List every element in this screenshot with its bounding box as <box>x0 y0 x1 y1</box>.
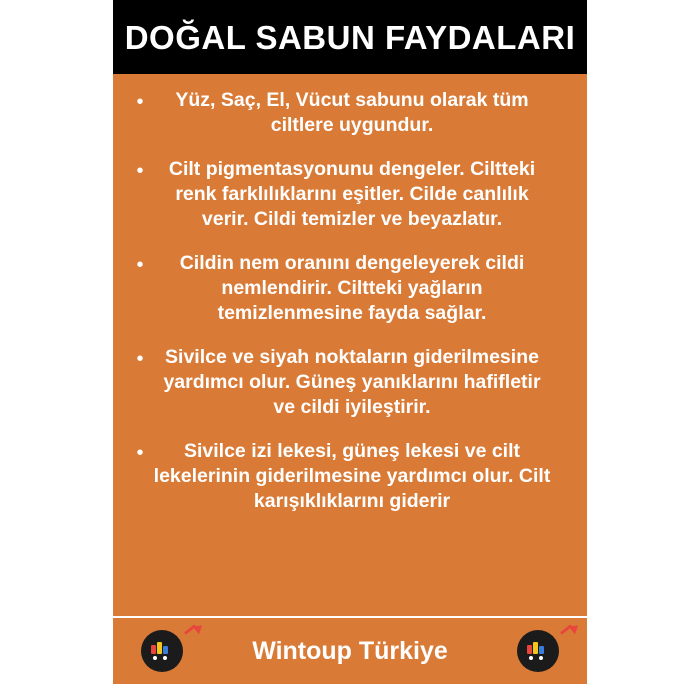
benefit-text: Yüz, Saç, El, Vücut sabunu olarak tüm ciltlere uygundur. <box>175 89 529 136</box>
logo-circle <box>517 630 559 672</box>
cart-glyph <box>526 642 550 660</box>
brand-name: Wintoup Türkiye <box>252 636 448 665</box>
benefits-list <box>113 74 587 616</box>
shopping-cart-logo-icon <box>517 630 559 672</box>
arrow-head <box>193 622 205 635</box>
bullet-icon: • <box>136 254 144 276</box>
cart-glyph <box>150 642 174 660</box>
shopping-cart-logo-icon <box>141 630 183 672</box>
poster-footer <box>113 616 587 684</box>
cart-wheel <box>539 656 543 660</box>
arrow-head <box>569 622 581 635</box>
benefit-text: Cilt pigmentasyonunu dengeler. Ciltteki renk farklılıklarını eşitler. Cilde canlılık verir. Cildi temizler ve beyazlatır. <box>168 158 536 230</box>
page-title: DOĞAL SABUN FAYDALARI <box>124 18 576 56</box>
logo-bar-red <box>151 645 156 654</box>
bullet-icon: • <box>136 160 144 182</box>
logo-circle <box>141 630 183 672</box>
bullet-icon: • <box>136 91 144 113</box>
logo-bar-red <box>527 645 532 654</box>
poster-title-bar <box>113 0 587 74</box>
logo-bar-blue <box>539 646 544 654</box>
list-item <box>129 345 571 420</box>
benefit-text: Cildin nem oranını dengeleyerek cildi nemlendirir. Ciltteki yağların temizlenmesine fayda sağlar. <box>179 252 525 324</box>
cart-wheel <box>529 656 533 660</box>
list-item <box>129 88 571 138</box>
cart-wheel <box>153 656 157 660</box>
benefit-text: Sivilce izi lekesi, güneş lekesi ve cilt lekelerinin giderilmesine yardımcı olur. Cilt karışıklıklarını giderir <box>153 440 551 512</box>
list-item <box>129 157 571 232</box>
logo-bar-blue <box>163 646 168 654</box>
logo-bar-yellow <box>157 642 162 654</box>
bullet-icon: • <box>136 348 144 370</box>
list-item <box>129 251 571 326</box>
product-info-poster <box>113 0 587 684</box>
bullet-icon: • <box>136 442 144 464</box>
benefit-text: Sivilce ve siyah noktaların giderilmesine yardımcı olur. Güneş yanıklarını hafifletir ve cildi iyileştirir. <box>163 346 541 418</box>
logo-bar-yellow <box>533 642 538 654</box>
cart-wheel <box>163 656 167 660</box>
list-item <box>129 439 571 514</box>
